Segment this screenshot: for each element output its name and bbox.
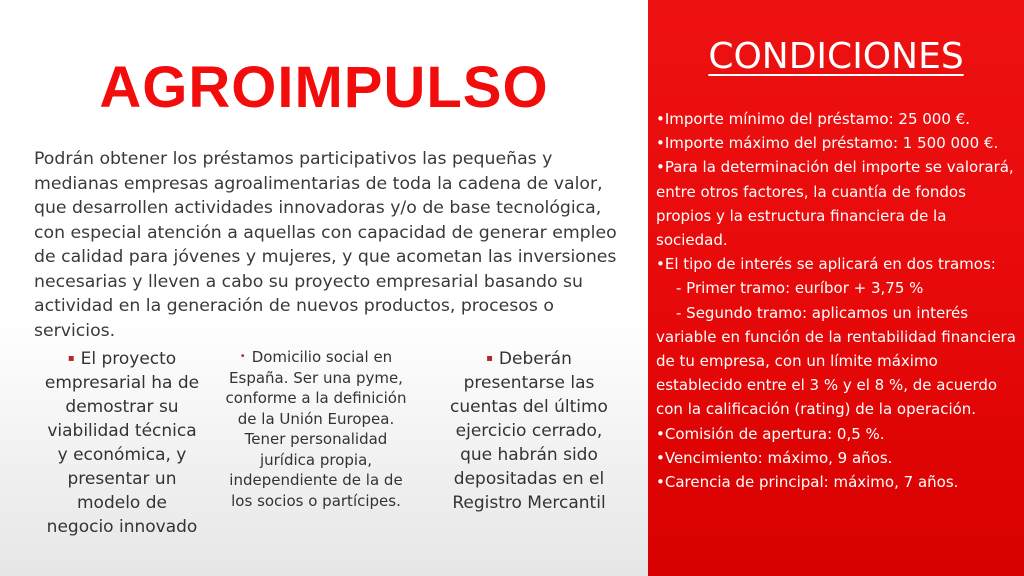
condition-subitem: - Segundo tramo: aplicamos un interés variable en función de la rentabilidad financiera de tu empresa, con un límite máximo establecido entre el 3 % y el 8 %, de acuerdo con la calificación (rating) de la operación. bbox=[656, 303, 1016, 419]
condition-item: •Para la determinación del importe se valorará, entre otros factores, la cuantía de fondos propios y la estructura financiera de la sociedad. bbox=[656, 158, 1014, 250]
requirement-text: Domicilio social en España. Ser una pyme, conforme a la definición de la Unión Europea. Tener personalidad jurídica propia, independiente de la de los socios o partícipes. bbox=[225, 348, 407, 510]
condition-item: •Vencimiento: máximo, 9 años. bbox=[656, 448, 893, 467]
bullet-icon: • bbox=[239, 351, 246, 362]
bullet-icon: ▪ bbox=[67, 353, 75, 364]
requirement-text: Deberán presentarse las cuentas del último ejercicio cerrado, que habrán sido depositadas en el Registro Mercantil bbox=[450, 349, 608, 513]
requirement-column-1 bbox=[42, 347, 202, 539]
page-title: AGROIMPULSO bbox=[99, 55, 549, 120]
condition-item bbox=[656, 276, 1018, 300]
condition-item: •Carencia de principal: máximo, 7 años. bbox=[656, 473, 959, 492]
condition-item: •Importe máximo del préstamo: 1 500 000 €. bbox=[656, 134, 999, 153]
bullet-icon: ▪ bbox=[486, 353, 493, 364]
requirement-column-2 bbox=[225, 347, 407, 511]
conditions-title: CONDICIONES bbox=[708, 36, 964, 77]
requirement-text: El proyecto empresarial ha de demostrar su viabilidad técnica y económica, y presentar un modelo de negocio innovado bbox=[44, 349, 200, 537]
conditions-panel bbox=[648, 0, 1024, 576]
condition-item: •Importe mínimo del préstamo: 25 000 €. bbox=[656, 110, 970, 128]
condition-item: •El tipo de interés se aplicará en dos tramos: bbox=[656, 255, 996, 274]
conditions-list bbox=[656, 107, 1018, 494]
condition-subitem: - Primer tramo: euríbor + 3,75 % bbox=[676, 279, 924, 298]
condition-item: •Comisión de apertura: 0,5 %. bbox=[656, 424, 885, 443]
condition-item bbox=[656, 301, 1018, 422]
requirement-column-3 bbox=[448, 347, 610, 515]
intro-paragraph: Podrán obtener los préstamos participativos las pequeñas y medianas empresas agroalimentarias de toda la cadena de valor, que desarrollen actividades innovadoras y/o de base tecnológica, con especial atención a aquellas con capacidad de generar empleo de calidad para jóvenes y mujeres, y que acometan las inversiones necesarias y lleven a cabo su proyecto empresarial basando su actividad en la generación de nuevos productos, procesos o servicios. bbox=[34, 149, 617, 341]
